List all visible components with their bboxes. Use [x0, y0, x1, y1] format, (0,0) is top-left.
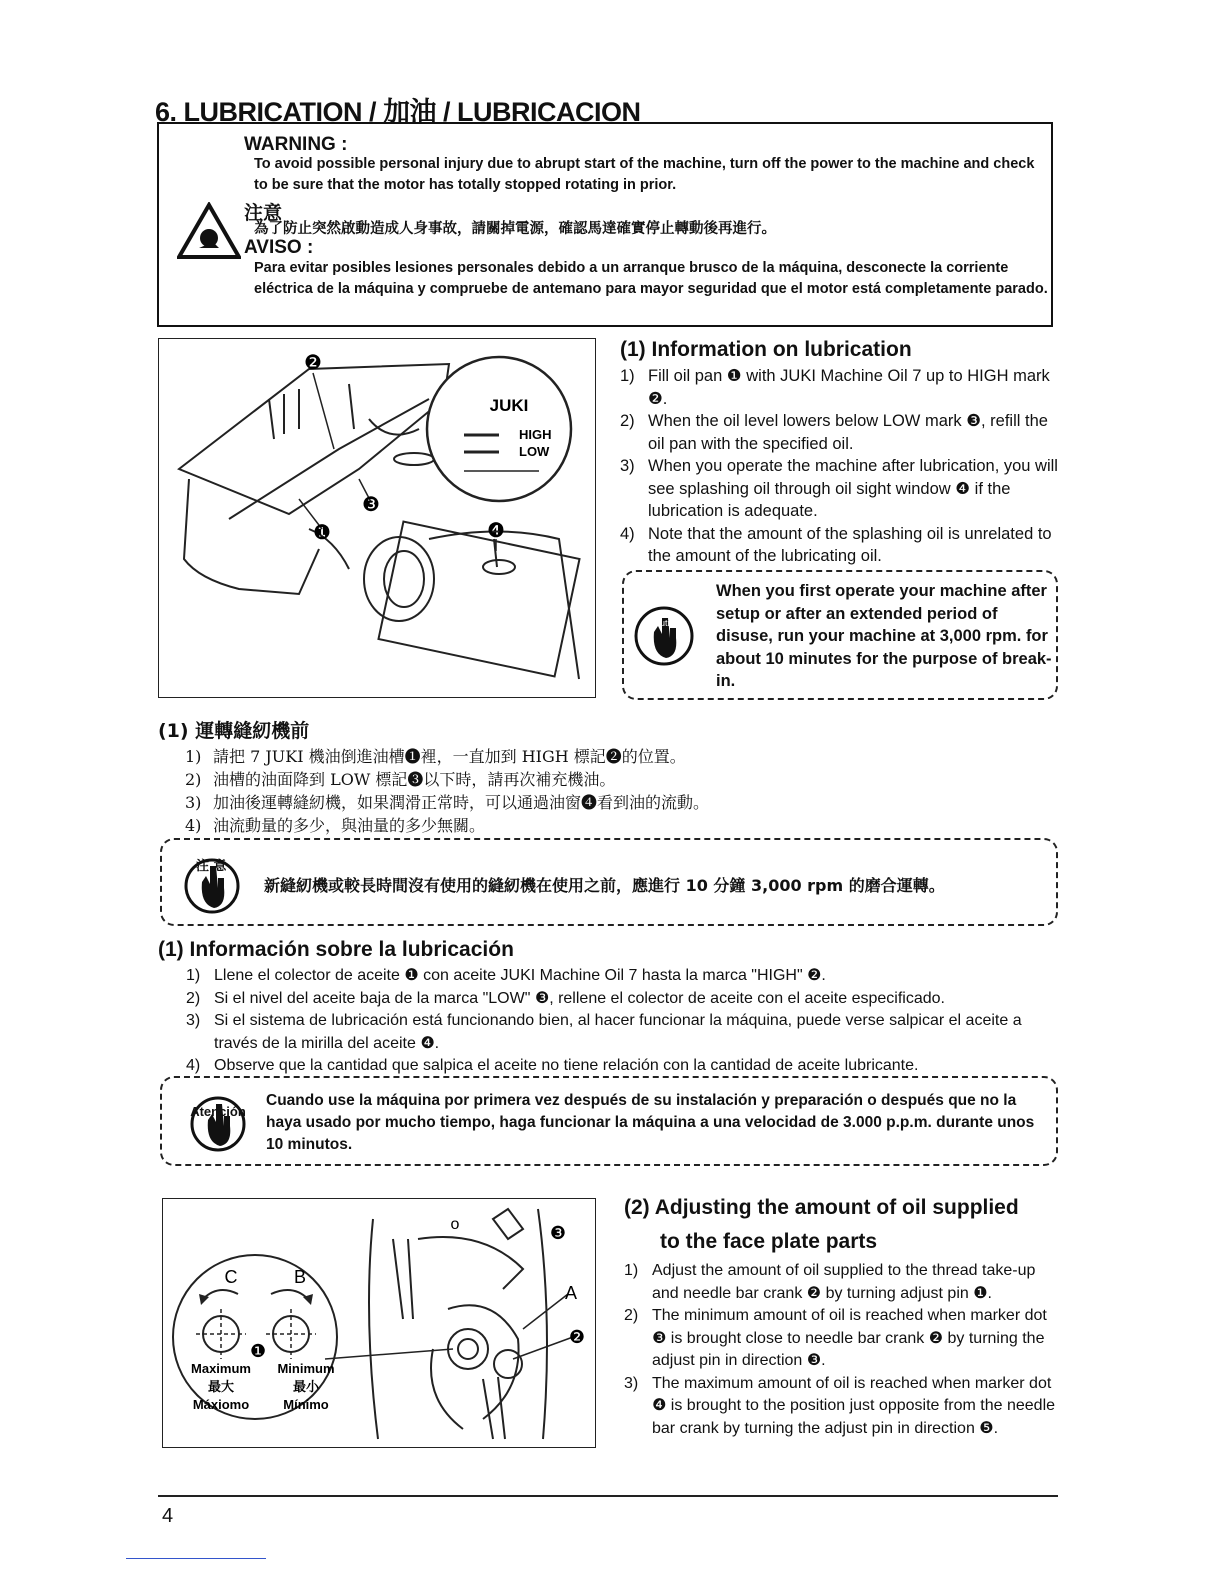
item-number: 3)	[620, 457, 635, 475]
item-text: .	[662, 389, 668, 408]
list-item	[624, 1260, 1060, 1305]
item-number: 4)	[185, 816, 202, 835]
marker-3: ❸	[966, 412, 981, 430]
warning-en-label: WARNING :	[244, 134, 348, 155]
direction-c-label: C	[224, 1267, 238, 1287]
sec1-es-heading: (1) Información sobre la lubricación	[158, 938, 514, 961]
item-number: 1)	[624, 1262, 639, 1279]
caution-hand-icon	[176, 852, 246, 916]
item-text: if the lubrication is adequate.	[648, 479, 1011, 520]
caution-icon-label: Atención	[190, 1104, 246, 1119]
warning-triangle-icon	[177, 202, 241, 260]
sec2-en-list	[624, 1260, 1060, 1440]
zh-max-label: 最大	[207, 1380, 235, 1395]
item-number: 1)	[186, 967, 201, 984]
link-underline	[126, 1558, 266, 1559]
marker-3-label: ❸	[362, 494, 380, 516]
list-item	[624, 1373, 1060, 1441]
item-text: Adjust the amount of oil supplied to the thread take-up and needle bar crank ❷ by turning adjust pin ❶.	[652, 1262, 1036, 1302]
item-text: Si el nivel del aceite baja de la marca "LOW" ❸, rellene el colector de aceite con el aceite especificado.	[214, 989, 945, 1007]
marker-3-label: ❸	[549, 1223, 567, 1243]
hole-mark: o	[450, 1216, 460, 1233]
caution-hand-icon	[172, 1088, 268, 1158]
marker-1: ❶	[726, 367, 742, 385]
sec1-en-heading: (1) Information on lubrication	[620, 338, 912, 361]
list-item	[620, 523, 1060, 568]
high-mark-label: HIGH	[519, 427, 552, 442]
sec1-es-list	[186, 965, 1061, 1078]
list-item	[186, 1055, 1061, 1078]
warning-es-label: AVISO :	[244, 237, 314, 258]
item-text: 油流動量的多少，與油量的多少無關。	[213, 816, 486, 835]
item-text: The maximum amount of oil is reached when marker dot ❹ is brought to the position just opposite from the needle bar crank by turning the adjust pin in direction ❺.	[652, 1374, 1056, 1437]
marker-2-label: ❷	[568, 1327, 586, 1347]
list-item	[185, 791, 1045, 814]
sec1-zh-list	[185, 745, 1045, 837]
maximum-label: Maximum	[191, 1361, 251, 1376]
caution-es-text: Cuando use la máquina por primera vez después de su instalación y preparación o después que no la haya usado por mucho tiempo, haga funcionar la máquina a una velocidad de 3.000 p.p.m. durante unos 10 minutos.	[266, 1092, 1035, 1153]
item-text: Fill oil pan	[648, 367, 727, 385]
warning-en-text: To avoid possible personal injury due to abrupt start of the machine, turn off the power to the machine and check to be sure that the motor has totally stopped rotating in prior.	[254, 156, 1035, 193]
sec2-en-heading-1: (2) Adjusting the amount of oil supplied	[624, 1196, 1019, 1219]
item-number: 2)	[185, 770, 202, 789]
list-item	[185, 814, 1045, 837]
warning-box	[157, 122, 1053, 327]
item-text: 請把 7 JUKI 機油倒進油槽❶裡，一直加到 HIGH 標記❷的位置。	[213, 747, 686, 766]
sec1-en-list	[620, 365, 1060, 568]
low-mark-label: LOW	[519, 444, 550, 459]
caution-zh-text: 新縫紉機或較長時間沒有使用的縫紉機在使用之前，應進行 10 分鐘 3,000 rpm 的磨合運轉。	[264, 876, 945, 895]
marker-a-label: A	[564, 1283, 578, 1303]
marker-2: ❷	[648, 389, 663, 408]
list-item	[186, 1010, 1061, 1055]
item-number: 1)	[185, 747, 202, 766]
list-item	[185, 768, 1045, 791]
sec2-en-heading-2: to the face plate parts	[660, 1230, 878, 1253]
caution-box-es	[160, 1076, 1058, 1166]
face-plate-illustration	[163, 1199, 595, 1447]
face-plate-figure	[162, 1198, 596, 1448]
item-text: 加油後運轉縫紉機，如果潤滑正常時，可以通過油窗❹看到油的流動。	[213, 793, 710, 812]
oil-pan-figure	[158, 338, 596, 698]
footer-rule	[158, 1495, 1058, 1497]
item-text: Llene el colector de aceite ❶ con aceite JUKI Machine Oil 7 hasta la marca "HIGH" ❷.	[214, 967, 826, 984]
minimum-label: Minimum	[277, 1361, 335, 1376]
list-item	[186, 965, 1061, 988]
marker-4-label: ❹	[487, 520, 505, 542]
item-number: 2)	[624, 1307, 639, 1324]
zh-min-label: 最小	[292, 1380, 320, 1395]
warning-zh-text: 為了防止突然啟動造成人身事故，請關掉電源，確認馬達確實停止轉動後再進行。	[254, 221, 776, 237]
caution-box-en	[622, 570, 1058, 700]
warning-zh-label: 注意	[244, 202, 283, 224]
marker-1-label: ❶	[249, 1341, 267, 1361]
item-text: Si el sistema de lubricación está funcionando bien, al hacer funcionar la máquina, puede verse salpicar el aceite a través de la mirilla del aceite ❹.	[214, 1012, 1022, 1052]
item-number: 2)	[620, 412, 635, 430]
list-item	[620, 455, 1060, 523]
item-number: 3)	[185, 793, 202, 812]
item-text: 油槽的油面降到 LOW 標記❸以下時，請再次補充機油。	[213, 770, 616, 789]
list-item	[620, 365, 1060, 410]
marker-2-label: ❷	[304, 352, 322, 374]
item-number: 3)	[186, 1012, 201, 1029]
list-item	[185, 745, 1045, 768]
marker-1-label: ❶	[313, 522, 331, 544]
item-text: When you operate the machine after lubrication, you will see splashing oil through oil sight window	[648, 457, 1058, 498]
warning-es-text: Para evitar posibles lesiones personales debido a un arranque brusco de la máquina, desconecte la corriente eléctrica de la máquina y compruebe de antemano para mayor seguridad que el motor está completamente parado.	[254, 260, 1048, 297]
es-min-label: Mínimo	[283, 1397, 329, 1412]
sec1-zh-heading: (1) 運轉縫紉機前	[158, 720, 310, 742]
direction-b-label: B	[293, 1267, 307, 1287]
list-item	[186, 988, 1061, 1011]
marker-4: ❹	[955, 479, 971, 498]
item-text: The minimum amount of oil is reached when marker dot ❸ is brought close to needle bar crank ❷ by turning the adjust pin in direction ❸.	[652, 1307, 1047, 1369]
item-text: with JUKI Machine Oil 7 up to HIGH mark	[741, 367, 1050, 385]
item-number: 2)	[186, 989, 201, 1007]
item-text: Note that the amount of the splashing oil is unrelated to the amount of the lubricating oil.	[648, 524, 1052, 565]
page-title: 6. LUBRICATION / 加油 / LUBRICACION	[155, 97, 641, 127]
juki-brand-label: JUKI	[489, 396, 529, 415]
caution-icon-label: Caution	[648, 618, 680, 628]
item-text: When the oil level lowers below LOW mark	[648, 412, 967, 430]
item-number: 3)	[624, 1374, 639, 1392]
page-number: 4	[162, 1505, 174, 1527]
caution-hand-icon	[632, 604, 696, 668]
item-number: 4)	[186, 1057, 201, 1074]
item-number: 1)	[620, 367, 635, 385]
caution-icon-label: 注 意	[196, 859, 227, 874]
list-item	[624, 1305, 1060, 1373]
caution-box-zh	[160, 838, 1058, 926]
caution-en-text: When you first operate your machine after setup or after an extended period of disuse, run your machine at 3,000 rpm. for about 10 minutes for the purpose of break-in.	[716, 582, 1052, 690]
item-text: Observe que la cantidad que salpica el aceite no tiene relación con la cantidad de aceite lubricante.	[214, 1057, 919, 1074]
item-number: 4)	[620, 524, 635, 543]
item-text: , refill the oil pan with the specified oil.	[648, 412, 1048, 453]
list-item	[620, 410, 1060, 455]
oil-pan-illustration	[159, 339, 595, 697]
es-max-label: Máxiomo	[192, 1397, 250, 1412]
